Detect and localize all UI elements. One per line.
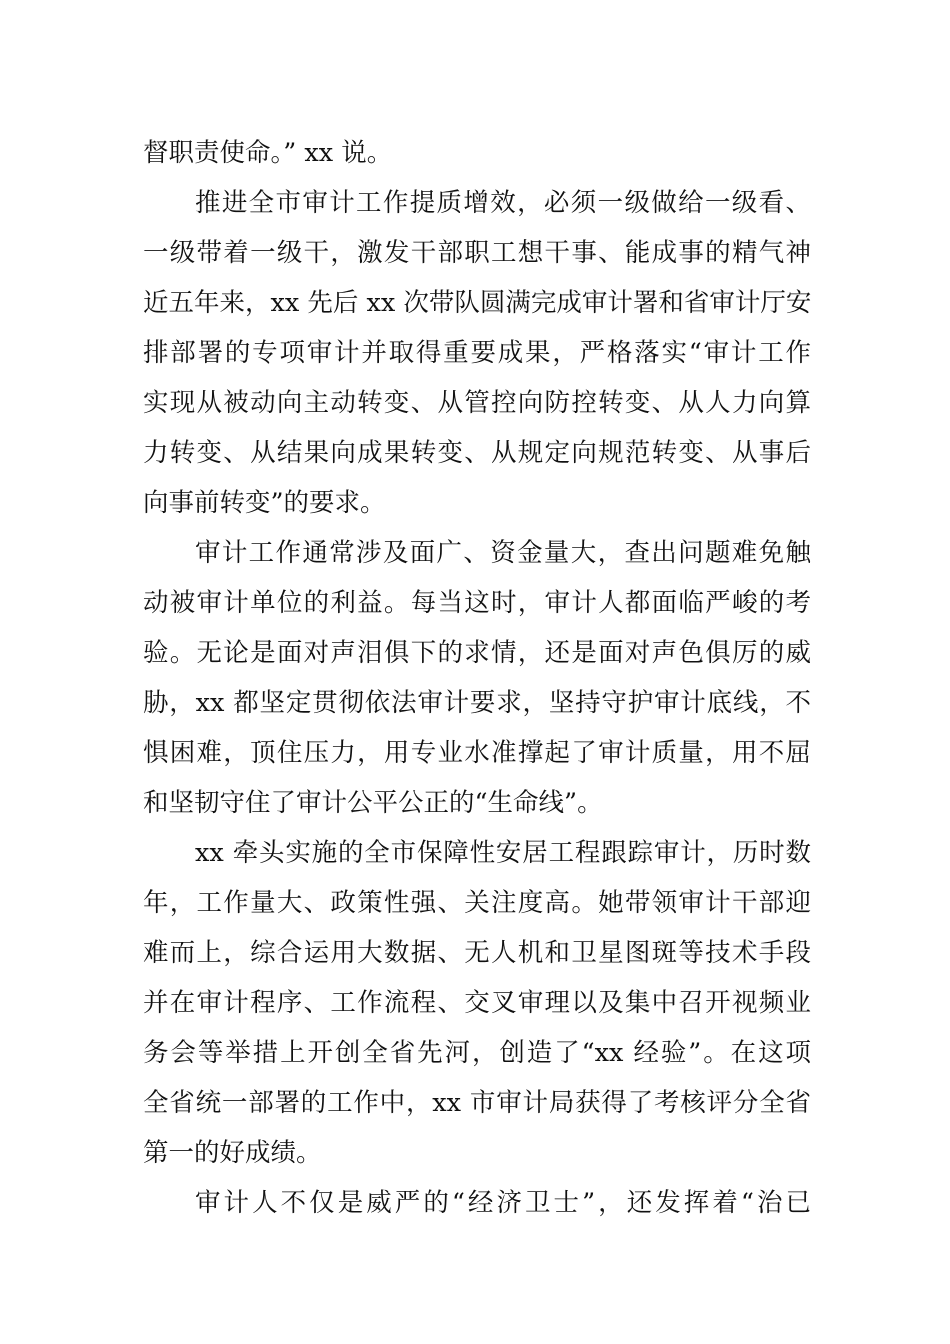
text-line: 务会等举措上开创全省先河，创造了“xx 经验”。在这项 bbox=[143, 1038, 811, 1068]
paragraph-first-line: 推进全市审计工作提质增效，必须一级做给一级看、 bbox=[195, 188, 811, 218]
text-line: 督职责使命。” xx 说。 bbox=[143, 138, 393, 168]
text-line: 一级带着一级干，激发干部职工想干事、能成事的精气神 bbox=[143, 238, 811, 268]
text-line: 难而上，综合运用大数据、无人机和卫星图斑等技术手段 bbox=[143, 938, 811, 968]
text-line: 验。无论是面对声泪俱下的求情，还是面对声色俱厉的威 bbox=[143, 638, 811, 668]
text-line: 力转变、从结果向成果转变、从规定向规范转变、从事后 bbox=[143, 438, 811, 468]
text-line: 向事前转变”的要求。 bbox=[143, 488, 386, 518]
text-line: 胁，xx 都坚定贯彻依法审计要求，坚持守护审计底线，不 bbox=[143, 688, 811, 718]
text-line: 动被审计单位的利益。每当这时，审计人都面临严峻的考 bbox=[143, 588, 811, 618]
text-line: 和坚韧守住了审计公平公正的“生命线”。 bbox=[143, 788, 603, 818]
text-line: 近五年来，xx 先后 xx 次带队圆满完成审计署和省审计厅安 bbox=[143, 288, 812, 318]
text-line: 惧困难，顶住压力，用专业水准撑起了审计质量，用不屈 bbox=[143, 738, 811, 768]
text-line: 全省统一部署的工作中，xx 市审计局获得了考核评分全省 bbox=[143, 1088, 811, 1118]
paragraph-first-line: xx 牵头实施的全市保障性安居工程跟踪审计，历时数 bbox=[195, 838, 811, 868]
text-line: 实现从被动向主动转变、从管控向防控转变、从人力向算 bbox=[143, 388, 811, 418]
text-line: 第一的好成绩。 bbox=[143, 1138, 322, 1168]
text-line: 年，工作量大、政策性强、关注度高。她带领审计干部迎 bbox=[143, 888, 811, 918]
text-line: 并在审计程序、工作流程、交叉审理以及集中召开视频业 bbox=[143, 988, 811, 1018]
paragraph-first-line: 审计工作通常涉及面广、资金量大，查出问题难免触 bbox=[195, 538, 811, 568]
text-line: 排部署的专项审计并取得重要成果，严格落实“审计工作 bbox=[143, 338, 811, 368]
paragraph-first-line: 审计人不仅是威严的“经济卫士”，还发挥着“治已 bbox=[195, 1188, 811, 1218]
